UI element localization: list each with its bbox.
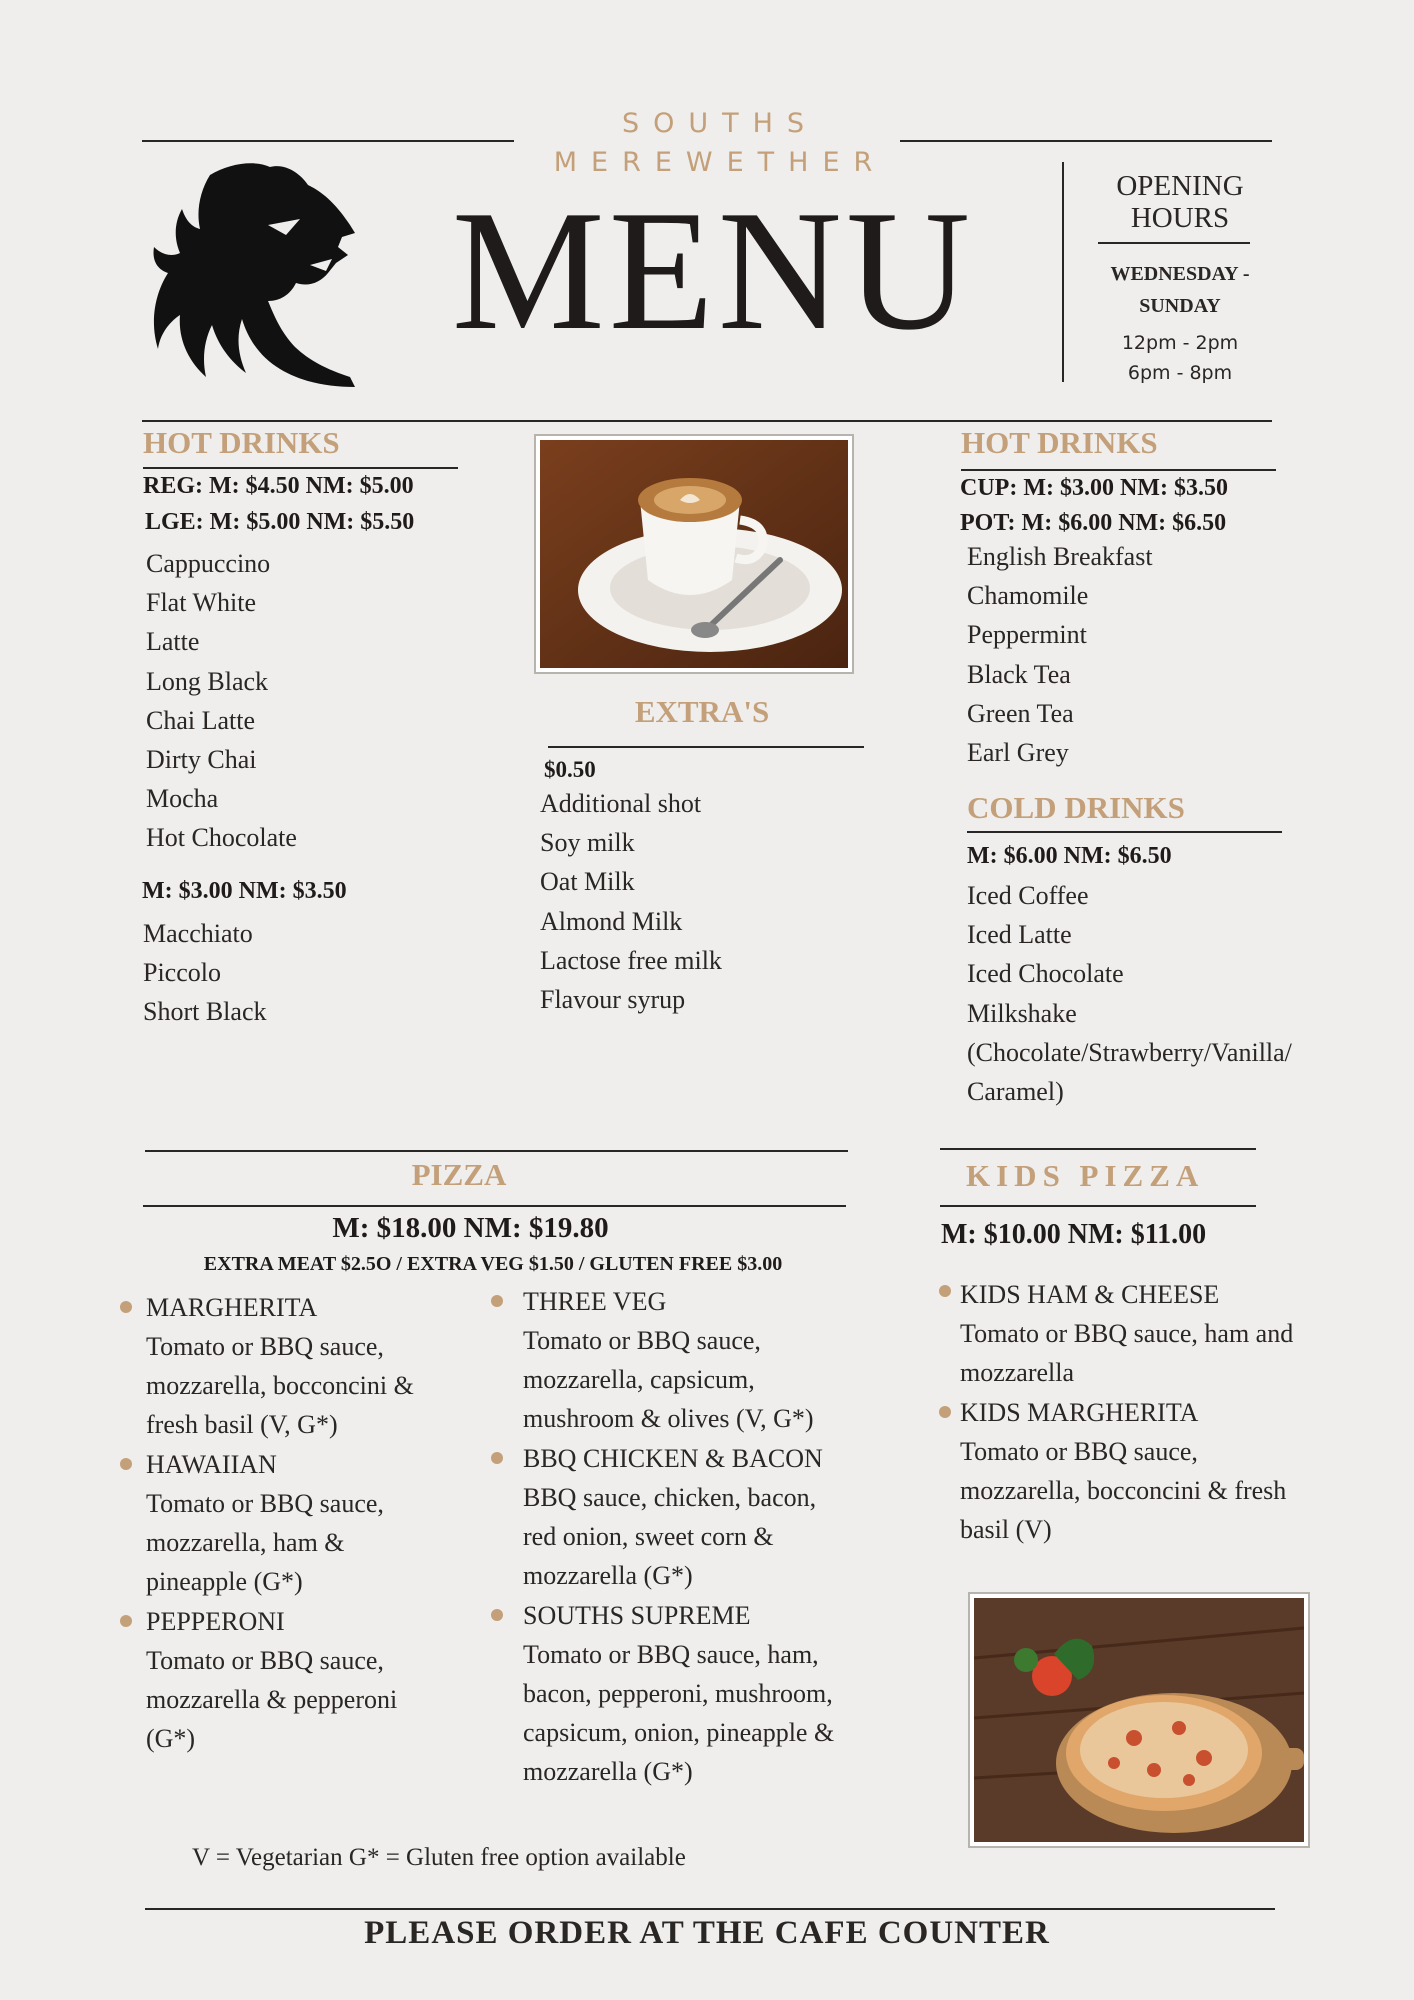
pizza-desc: mozzarella (G*)	[523, 1561, 693, 1590]
list-item: Milkshake	[967, 998, 1077, 1028]
list-item: Soy milk	[540, 828, 635, 858]
latte-cup-image	[540, 440, 848, 668]
opening-time-lunch: 12pm - 2pm	[1121, 332, 1239, 354]
pizza-name: THREE VEG	[523, 1287, 667, 1316]
tea-pot-price: POT: M: $6.00 NM: $6.50	[960, 510, 1227, 536]
pizza-top-rule	[145, 1150, 848, 1152]
pizza-desc: basil (V)	[960, 1515, 1052, 1544]
pizza-extras: EXTRA MEAT $2.5O / EXTRA VEG $1.50 / GLUTEN FREE $3.00	[203, 1253, 783, 1275]
pizza-desc: Tomato or BBQ sauce,	[146, 1332, 384, 1361]
list-item: Almond Milk	[540, 906, 683, 936]
extras-heading: EXTRA'S	[634, 694, 770, 729]
bullet-icon	[120, 1301, 132, 1313]
kids-ham-cheese	[960, 1275, 1293, 1392]
pizza-desc: mozzarella, capsicum,	[523, 1365, 755, 1394]
pizza-name: KIDS MARGHERITA	[960, 1398, 1199, 1427]
pizza-desc: Tomato or BBQ sauce, ham and	[960, 1319, 1294, 1348]
pizza-desc: Tomato or BBQ sauce, ham,	[523, 1640, 819, 1669]
bullet-icon	[120, 1458, 132, 1470]
pizza-bottom-rule	[143, 1205, 846, 1207]
pizza-desc: (G*)	[146, 1724, 196, 1753]
hours-rule	[1098, 242, 1250, 244]
list-item: Chamomile	[967, 581, 1089, 611]
list-item: Iced Coffee	[967, 881, 1089, 910]
hot-drinks-coffee-heading: HOT DRINKS	[143, 425, 340, 460]
list-item: Mocha	[146, 784, 219, 814]
opening-hours-title: OPENING HOURS	[1116, 170, 1244, 234]
header-bottom-rule	[142, 420, 1272, 422]
list-item: Short Black	[143, 997, 267, 1027]
pizza-pepperoni	[146, 1602, 397, 1758]
pizza-board-image	[974, 1598, 1304, 1842]
pizza-name: BBQ CHICKEN & BACON	[523, 1444, 823, 1473]
pizza-desc: Tomato or BBQ sauce,	[960, 1437, 1198, 1466]
pizza-desc: red onion, sweet corn &	[523, 1522, 774, 1551]
cold-drinks-list	[967, 876, 1292, 1111]
list-item: Iced Chocolate	[967, 959, 1124, 989]
list-item: Dirty Chai	[146, 745, 257, 775]
pizza-desc: mozzarella, ham &	[146, 1528, 345, 1557]
pizza-hawaiian	[146, 1445, 384, 1601]
list-item: Macchiato	[143, 919, 253, 948]
extras-price: $0.50	[544, 757, 596, 782]
hot-drinks-tea-heading: HOT DRINKS	[961, 425, 1158, 460]
pizza-desc: mozzarella, bocconcini &	[146, 1371, 414, 1400]
pizza-desc: mushroom & olives (V, G*)	[523, 1404, 814, 1433]
header-rule-left	[142, 140, 514, 142]
bullet-icon	[939, 1285, 951, 1297]
opening-times	[1080, 328, 1280, 388]
small-coffee-list	[143, 914, 267, 1032]
list-item: Chai Latte	[146, 705, 256, 735]
pizza-desc: BBQ sauce, chicken, bacon,	[523, 1483, 817, 1512]
coffee-regular-price: REG: M: $4.50 NM: $5.00	[143, 473, 414, 499]
pizza-photo	[968, 1592, 1310, 1848]
list-item: Oat Milk	[540, 867, 635, 897]
bullet-icon	[491, 1295, 503, 1307]
brand-line-2: MEREWETHER	[553, 147, 887, 178]
list-item: Lactose free milk	[540, 945, 722, 975]
pizza-desc: pineapple (G*)	[146, 1567, 303, 1596]
pizza-desc: Tomato or BBQ sauce,	[146, 1646, 384, 1675]
hours-divider	[1062, 162, 1064, 382]
opening-time-dinner: 6pm - 8pm	[1127, 362, 1233, 384]
extras-list	[540, 784, 722, 1019]
list-item: (Chocolate/Strawberry/Vanilla/	[967, 1037, 1292, 1067]
list-item: Latte	[146, 627, 200, 657]
pizza-desc: mozzarella	[960, 1358, 1075, 1387]
bullet-icon	[939, 1406, 951, 1418]
coffee-list	[146, 544, 297, 858]
brand-line-1: SOUTHS	[621, 108, 819, 139]
tea-cup-price: CUP: M: $3.00 NM: $3.50	[960, 475, 1228, 501]
list-item: Long Black	[146, 666, 269, 696]
pizza-heading: PIZZA	[411, 1157, 507, 1192]
list-item: Black Tea	[967, 659, 1071, 689]
list-item: Piccolo	[143, 958, 221, 988]
opening-days: WEDNESDAY - SUNDAY	[1110, 263, 1250, 317]
pizza-name: SOUTHS SUPREME	[523, 1601, 751, 1630]
header-rule-right	[900, 140, 1272, 142]
order-at-counter-notice: PLEASE ORDER AT THE CAFE COUNTER	[364, 1915, 1050, 1951]
pizza-desc: mozzarella & pepperoni	[146, 1685, 398, 1714]
coffee-photo	[534, 434, 854, 674]
list-item: Green Tea	[967, 698, 1074, 728]
pizza-desc: mozzarella (G*)	[523, 1757, 693, 1786]
pizza-desc: Tomato or BBQ sauce,	[523, 1326, 761, 1355]
bullet-icon	[120, 1615, 132, 1627]
pizza-price: M: $18.00 NM: $19.80	[332, 1212, 609, 1244]
list-item: Iced Latte	[967, 920, 1072, 950]
pizza-margherita	[146, 1288, 414, 1444]
list-item: Hot Chocolate	[146, 823, 297, 853]
list-item: Flat White	[146, 588, 257, 618]
dietary-legend: V = Vegetarian G* = Gluten free option available	[192, 1844, 686, 1871]
pizza-desc: bacon, pepperoni, mushroom,	[523, 1679, 833, 1708]
tea-list	[967, 537, 1153, 772]
pizza-name: PEPPERONI	[146, 1607, 285, 1636]
pizza-name: MARGHERITA	[146, 1293, 318, 1322]
cold-drinks-heading: COLD DRINKS	[967, 790, 1185, 825]
kids-pizza-price: M: $10.00 NM: $11.00	[941, 1219, 1207, 1250]
list-item: English Breakfast	[967, 542, 1153, 571]
list-item: Cappuccino	[146, 549, 271, 578]
pizza-desc: capsicum, onion, pineapple &	[523, 1718, 835, 1747]
list-item: Peppermint	[967, 620, 1087, 650]
kids-pizza-bottom-rule	[940, 1205, 1256, 1207]
pizza-bbq-chicken-bacon	[523, 1439, 823, 1595]
coffee-large-price: LGE: M: $5.00 NM: $5.50	[145, 509, 415, 535]
pizza-desc: fresh basil (V, G*)	[146, 1410, 338, 1439]
kids-pizza-top-rule	[940, 1148, 1256, 1150]
extras-rule	[548, 746, 864, 748]
pizza-souths-supreme	[523, 1596, 834, 1791]
bullet-icon	[491, 1452, 503, 1464]
list-item: Flavour syrup	[540, 985, 686, 1015]
small-coffee-price: M: $3.00 NM: $3.50	[142, 878, 347, 904]
list-item: Earl Grey	[967, 738, 1069, 768]
cold-drinks-rule	[967, 831, 1282, 833]
lion-logo-icon	[150, 155, 370, 390]
bullet-icon	[491, 1609, 503, 1621]
list-item: Caramel)	[967, 1077, 1064, 1107]
menu-title: MENU	[451, 176, 975, 366]
cold-drinks-price: M: $6.00 NM: $6.50	[967, 843, 1172, 869]
kids-margherita	[960, 1393, 1286, 1549]
pizza-name: HAWAIIAN	[146, 1450, 277, 1479]
pizza-three-veg	[523, 1282, 814, 1438]
pizza-desc: mozzarella, bocconcini & fresh	[960, 1476, 1287, 1505]
pizza-desc: Tomato or BBQ sauce,	[146, 1489, 384, 1518]
kids-pizza-heading: KIDS PIZZA	[966, 1158, 1205, 1193]
list-item: Additional shot	[540, 789, 702, 818]
pizza-name: KIDS HAM & CHEESE	[960, 1280, 1220, 1309]
